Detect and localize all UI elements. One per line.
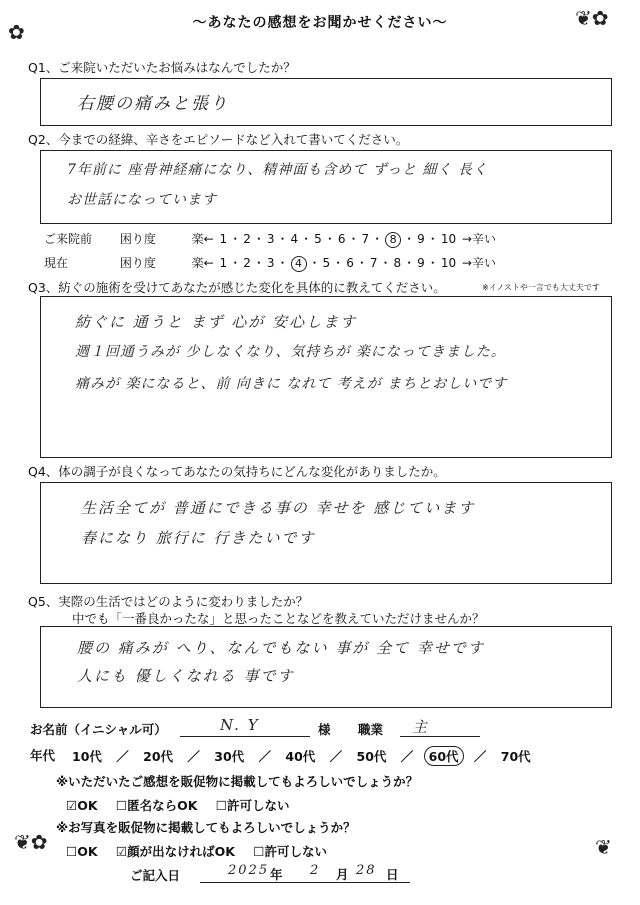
name-value: N. Y (220, 716, 260, 734)
before-hard: →辛い (461, 232, 496, 246)
now-option-10[interactable]: 10 (440, 256, 457, 270)
now-degree: 困り度 (119, 256, 156, 270)
scale-separator: ・ (323, 232, 336, 246)
scale-separator: ・ (403, 232, 416, 246)
consent2-noface-checkbox[interactable]: ☑顔が出なければOK (115, 844, 235, 859)
flower-ornament-icon: ✿ (8, 20, 25, 44)
before-option-7[interactable]: 7 (361, 232, 370, 246)
date-day-value: 28 (356, 863, 377, 878)
scale-separator: ・ (300, 232, 313, 246)
now-option-8[interactable]: 8 (393, 256, 402, 270)
q4-answer-line1: 生活全てが 普通にできる事の 幸せを 感じています (81, 499, 476, 517)
before-option-4[interactable]: 4 (290, 232, 299, 246)
before-option-2[interactable]: 2 (243, 232, 251, 246)
scale-separator: ・ (371, 232, 384, 246)
now-option-1[interactable]: 1 (219, 256, 228, 270)
now-scale-row (44, 254, 496, 272)
before-degree: 困り度 (119, 232, 156, 246)
q3-answer-line1: 紡ぐに 通うと まず 心が 安心します (75, 313, 358, 331)
q5-answer-box (40, 626, 612, 708)
consent2-options (66, 842, 327, 860)
before-number-scale (218, 232, 459, 246)
age-option-30代[interactable]: 30代 (214, 749, 245, 764)
now-label: 現在 (44, 256, 69, 270)
now-option-9[interactable]: 9 (417, 256, 425, 270)
now-option-2[interactable]: 2 (243, 256, 251, 270)
before-option-5[interactable]: 5 (314, 232, 322, 246)
scale-separator: ・ (403, 256, 416, 270)
scale-separator: ・ (355, 256, 368, 270)
date-month-unit: 月 (336, 867, 349, 882)
flower-ornament-icon: ❦✿ (575, 6, 609, 30)
q5-question-2: 中でも「一番良かったな」と思ったことなどを教えていただけませんか？ (72, 611, 485, 626)
before-scale-row (44, 230, 496, 248)
consent2-ok-checkbox[interactable]: ☐OK (66, 844, 98, 859)
q3-note: ※イノストや一言でも大丈夫です (482, 283, 600, 292)
consent1-anonymous-checkbox[interactable]: ☐匿名ならOK (115, 798, 198, 813)
before-option-8[interactable]: 8 (385, 232, 401, 248)
flower-ornament-icon: ❦ (595, 835, 612, 859)
consent2-deny-checkbox[interactable]: ☐許可しない (253, 844, 327, 859)
age-option-50代[interactable]: 50代 (356, 749, 387, 764)
consent1-options (66, 796, 290, 814)
now-option-6[interactable]: 6 (346, 256, 354, 270)
date-field[interactable] (200, 864, 410, 883)
scale-separator: ・ (308, 256, 321, 270)
before-option-10[interactable]: 10 (440, 232, 457, 246)
now-easy: 楽← (191, 256, 214, 270)
age-option-10代[interactable]: 10代 (72, 749, 102, 764)
q2-answer-box (40, 150, 612, 224)
age-separator: ／ (183, 749, 205, 764)
job-label: 職業 (358, 722, 384, 737)
now-option-7[interactable]: 7 (369, 256, 378, 270)
consent1-ok-checkbox[interactable]: ☑OK (66, 798, 98, 813)
scale-separator: ・ (252, 232, 265, 246)
scale-separator: ・ (276, 232, 289, 246)
q4-question: Q4、体の調子が良くなってあなたの気持ちにどんな変化がありましたか。 (28, 464, 446, 479)
scale-separator: ・ (252, 256, 265, 270)
before-easy: 楽← (191, 232, 214, 246)
q5-question: Q5、実際の生活ではどのように変わりましたか？ (28, 594, 309, 609)
scale-separator: ・ (426, 232, 439, 246)
q4-answer-line2: 春になり 旅行に 行きたいです (81, 529, 316, 547)
scale-separator: ・ (347, 232, 360, 246)
q3-question: Q3、紡ぐの施術を受けてあなたが感じた変化を具体的に教えてください。 (28, 280, 446, 295)
age-option-60代[interactable]: 60代 (424, 746, 464, 766)
age-options (68, 746, 535, 766)
age-separator: ／ (469, 749, 491, 764)
q2-question: Q2、今までの経緯、辛さをエピソードなど入れて書いてください。 (28, 132, 409, 147)
scale-separator: ・ (379, 256, 392, 270)
sama-label: 様 (318, 722, 331, 737)
date-year-unit: 年 (270, 867, 283, 882)
page-title: 〜あなたの感想をお聞かせください〜 (192, 15, 448, 31)
q2-answer-line1: 7年前に 座骨神経痛になり、精神面も含めて ずっと 細く 長く (67, 162, 488, 178)
consent1-question: ※いただいたご感想を販促物に掲載してもよろしいでしょうか？ (56, 774, 419, 789)
age-separator: ／ (325, 749, 347, 764)
scale-separator: ・ (332, 256, 345, 270)
q2-answer-line2: お世話になっています (67, 192, 217, 208)
q4-answer-box (40, 482, 612, 584)
scale-separator: ・ (229, 256, 242, 270)
q5-answer-line2: 人にも 優しくなれる 事です (77, 667, 295, 685)
job-field[interactable] (400, 718, 480, 737)
before-label: ご来院前 (44, 232, 93, 246)
q3-answer-line2: 週１回通うみが 少しなくなり、気持ちが 楽になってきました。 (75, 344, 506, 360)
q1-question: Q1、ご来院いただいたお悩みはなんでしたか？ (28, 60, 296, 75)
date-label: ご記入日 (130, 868, 181, 883)
now-hard: →辛い (461, 256, 496, 270)
age-option-20代[interactable]: 20代 (143, 749, 174, 764)
age-separator: ／ (396, 749, 418, 764)
scale-separator: ・ (426, 256, 439, 270)
scale-separator: ・ (276, 256, 289, 270)
q3-answer-line3: 痛みが 楽になると、前 向きに なれて 考えが まちとおしいです (75, 376, 508, 392)
before-option-3[interactable]: 3 (266, 232, 275, 246)
now-option-5[interactable]: 5 (322, 256, 331, 270)
q3-answer-box (40, 296, 612, 458)
before-option-1[interactable]: 1 (219, 232, 228, 246)
age-label: 年代 (30, 748, 56, 763)
age-separator: ／ (254, 749, 276, 764)
date-month-value: 2 (310, 863, 321, 878)
now-number-scale (218, 256, 459, 270)
consent1-deny-checkbox[interactable]: ☐許可しない (215, 798, 290, 813)
job-value: 主 (412, 718, 430, 736)
q1-answer-box (40, 78, 612, 126)
age-separator: ／ (111, 749, 134, 764)
before-option-9[interactable]: 9 (417, 232, 425, 246)
q5-answer-line1: 腰の 痛みが へり、なんでもない 事が 全て 幸せです (77, 639, 485, 657)
name-field[interactable] (180, 718, 310, 737)
scale-separator: ・ (229, 232, 242, 246)
q1-answer: 右腰の痛みと張り (77, 94, 229, 114)
consent2-question: ※お写真を販促物に掲載してもよろしいでしょうか？ (56, 820, 356, 835)
now-option-3[interactable]: 3 (266, 256, 275, 270)
age-option-40代[interactable]: 40代 (285, 749, 316, 764)
before-option-6[interactable]: 6 (337, 232, 346, 246)
date-day-unit: 日 (386, 867, 399, 882)
flower-ornament-icon: ❦✿ (14, 830, 48, 854)
name-label: お名前（イニシャル可） (30, 722, 167, 737)
age-option-70代[interactable]: 70代 (500, 749, 531, 764)
now-option-4[interactable]: 4 (291, 256, 307, 272)
date-year-value: 2025 (228, 863, 270, 878)
